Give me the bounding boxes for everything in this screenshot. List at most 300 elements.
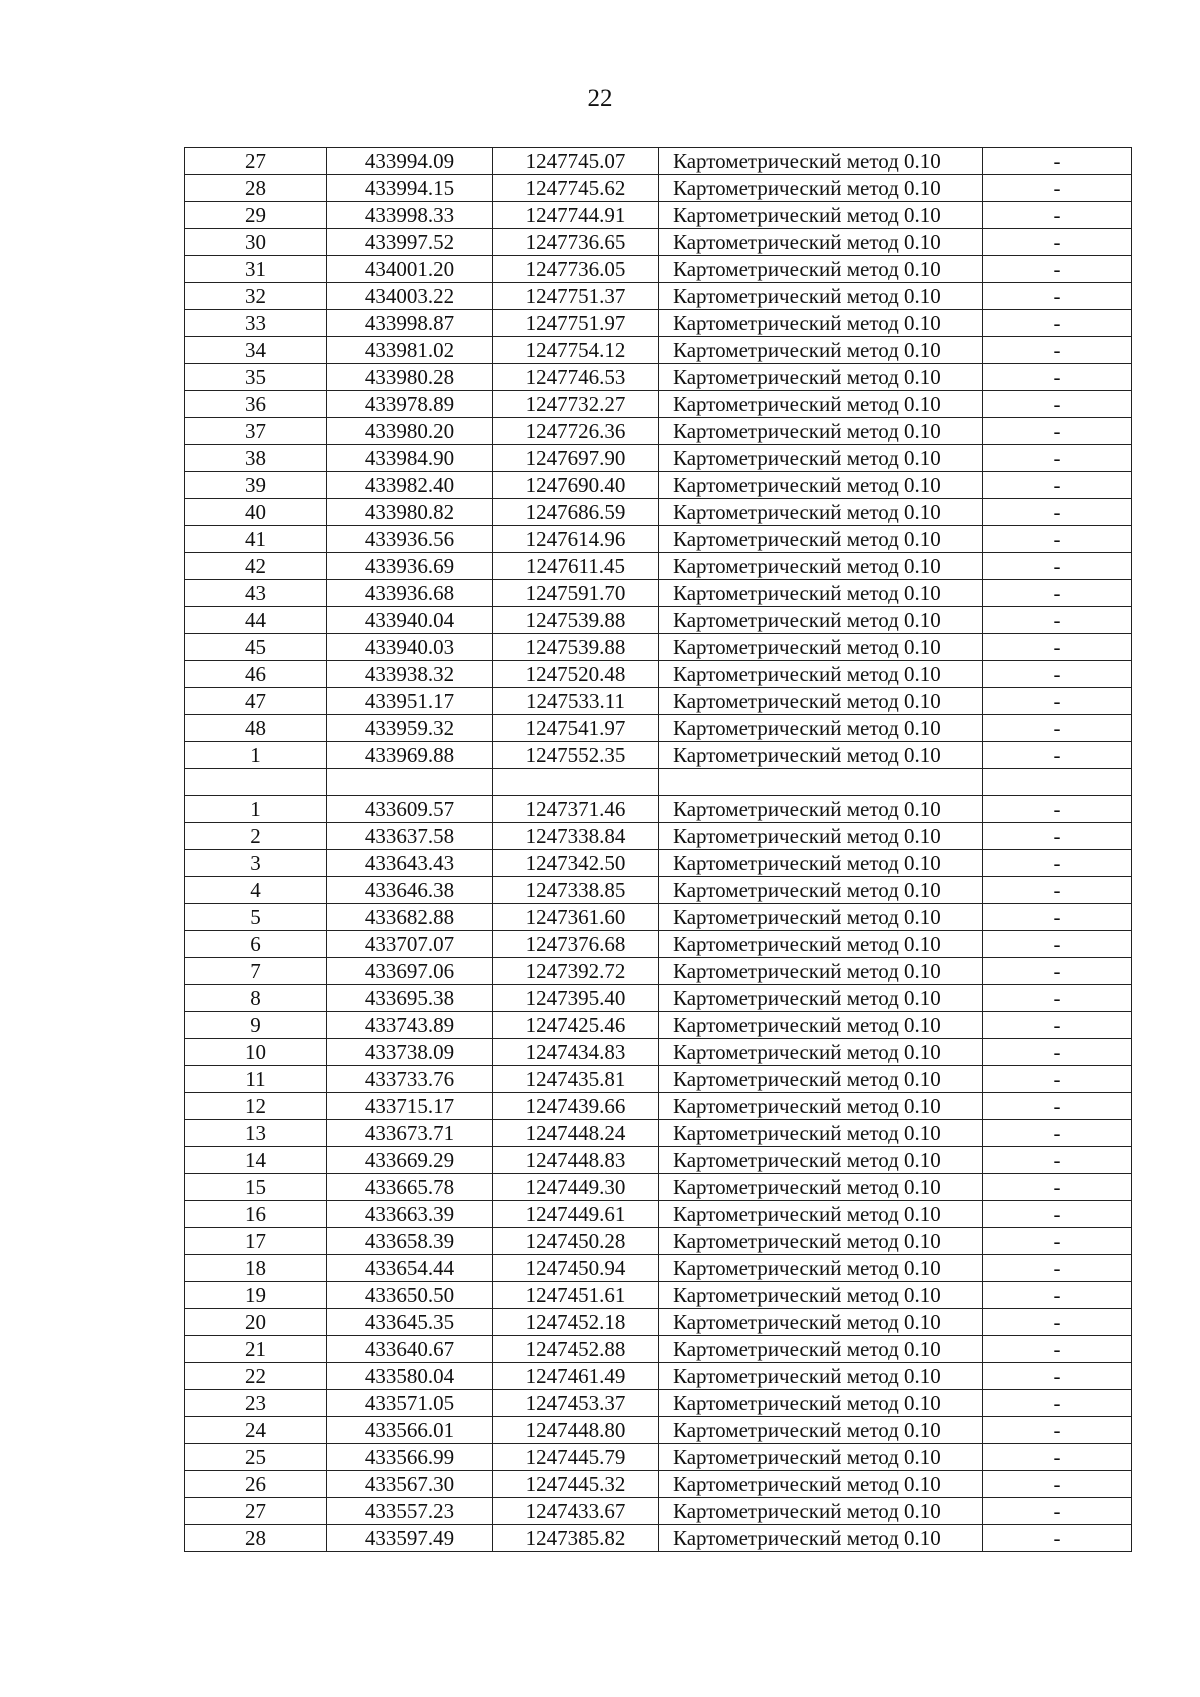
note-cell: - xyxy=(983,1201,1132,1228)
y-coordinate-cell: 1247449.30 xyxy=(493,1174,659,1201)
table-row xyxy=(185,904,1132,931)
point-number-cell: 20 xyxy=(185,1309,327,1336)
page-number: 22 xyxy=(587,85,613,112)
point-number-cell: 5 xyxy=(185,904,327,931)
x-coordinate-cell: 433650.50 xyxy=(327,1282,493,1309)
method-cell: Картометрический метод 0.10 xyxy=(659,1363,983,1390)
method-cell: Картометрический метод 0.10 xyxy=(659,391,983,418)
x-coordinate-cell: 433994.09 xyxy=(327,148,493,175)
point-number-cell: 42 xyxy=(185,553,327,580)
y-coordinate-cell: 1247697.90 xyxy=(493,445,659,472)
y-coordinate-cell: 1247450.94 xyxy=(493,1255,659,1282)
note-cell: - xyxy=(983,877,1132,904)
method-cell: Картометрический метод 0.10 xyxy=(659,1444,983,1471)
x-coordinate-cell: 433682.88 xyxy=(327,904,493,931)
method-cell: Картометрический метод 0.10 xyxy=(659,256,983,283)
table-row xyxy=(185,688,1132,715)
y-coordinate-cell: 1247533.11 xyxy=(493,688,659,715)
note-cell: - xyxy=(983,742,1132,769)
point-number-cell: 22 xyxy=(185,1363,327,1390)
table-row xyxy=(185,580,1132,607)
point-number-cell: 27 xyxy=(185,1498,327,1525)
method-cell: Картометрический метод 0.10 xyxy=(659,661,983,688)
point-number-cell: 33 xyxy=(185,310,327,337)
table-row xyxy=(185,1363,1132,1390)
point-number-cell: 34 xyxy=(185,337,327,364)
y-coordinate-cell: 1247342.50 xyxy=(493,850,659,877)
table-row xyxy=(185,1012,1132,1039)
point-number-cell: 18 xyxy=(185,1255,327,1282)
point-number-cell: 6 xyxy=(185,931,327,958)
method-cell: Картометрический метод 0.10 xyxy=(659,688,983,715)
point-number-cell: 10 xyxy=(185,1039,327,1066)
x-coordinate-cell: 433597.49 xyxy=(327,1525,493,1552)
point-number-cell: 41 xyxy=(185,526,327,553)
point-number-cell: 32 xyxy=(185,283,327,310)
method-cell: Картометрический метод 0.10 xyxy=(659,634,983,661)
table-row xyxy=(185,391,1132,418)
method-cell: Картометрический метод 0.10 xyxy=(659,1255,983,1282)
y-coordinate-cell: 1247434.83 xyxy=(493,1039,659,1066)
point-number-cell: 37 xyxy=(185,418,327,445)
y-coordinate-cell: 1247453.37 xyxy=(493,1390,659,1417)
y-coordinate-cell: 1247452.88 xyxy=(493,1336,659,1363)
x-coordinate-cell: 433936.56 xyxy=(327,526,493,553)
table-row xyxy=(185,1336,1132,1363)
note-cell: - xyxy=(983,715,1132,742)
table-row xyxy=(185,364,1132,391)
x-coordinate-cell: 433980.20 xyxy=(327,418,493,445)
method-cell: Картометрический метод 0.10 xyxy=(659,1390,983,1417)
x-coordinate-cell: 433658.39 xyxy=(327,1228,493,1255)
note-cell: - xyxy=(983,796,1132,823)
table-row xyxy=(185,877,1132,904)
y-coordinate-cell: 1247452.18 xyxy=(493,1309,659,1336)
table-row xyxy=(185,742,1132,769)
x-coordinate-cell: 433643.43 xyxy=(327,850,493,877)
table-row xyxy=(185,1228,1132,1255)
x-coordinate-cell: 433959.32 xyxy=(327,715,493,742)
table-row xyxy=(185,175,1132,202)
y-coordinate-cell: 1247445.79 xyxy=(493,1444,659,1471)
y-coordinate-cell: 1247736.05 xyxy=(493,256,659,283)
method-cell: Картометрический метод 0.10 xyxy=(659,1147,983,1174)
y-coordinate-cell: 1247746.53 xyxy=(493,364,659,391)
x-coordinate-cell: 433695.38 xyxy=(327,985,493,1012)
note-cell: - xyxy=(983,1255,1132,1282)
note-cell: - xyxy=(983,688,1132,715)
table-row xyxy=(185,715,1132,742)
point-number-cell: 17 xyxy=(185,1228,327,1255)
method-cell: Картометрический метод 0.10 xyxy=(659,985,983,1012)
x-coordinate-cell: 433557.23 xyxy=(327,1498,493,1525)
x-coordinate-cell: 433978.89 xyxy=(327,391,493,418)
method-cell: Картометрический метод 0.10 xyxy=(659,1228,983,1255)
point-number-cell: 43 xyxy=(185,580,327,607)
method-cell: Картометрический метод 0.10 xyxy=(659,1174,983,1201)
x-coordinate-cell: 433940.04 xyxy=(327,607,493,634)
table-row xyxy=(185,634,1132,661)
note-cell: - xyxy=(983,391,1132,418)
x-coordinate-cell: 433715.17 xyxy=(327,1093,493,1120)
point-number-cell: 4 xyxy=(185,877,327,904)
point-number-cell: 47 xyxy=(185,688,327,715)
y-coordinate-cell: 1247745.07 xyxy=(493,148,659,175)
y-coordinate-cell: 1247552.35 xyxy=(493,742,659,769)
method-cell: Картометрический метод 0.10 xyxy=(659,1039,983,1066)
x-coordinate-cell: 433936.68 xyxy=(327,580,493,607)
y-coordinate-cell: 1247450.28 xyxy=(493,1228,659,1255)
x-coordinate-cell: 433669.29 xyxy=(327,1147,493,1174)
note-cell: - xyxy=(983,418,1132,445)
note-cell: - xyxy=(983,634,1132,661)
note-cell: - xyxy=(983,580,1132,607)
x-coordinate-cell: 433707.07 xyxy=(327,931,493,958)
table-row xyxy=(185,985,1132,1012)
note-cell: - xyxy=(983,1336,1132,1363)
x-coordinate-cell: 433646.38 xyxy=(327,877,493,904)
table-row xyxy=(185,769,1132,796)
note-cell: - xyxy=(983,256,1132,283)
table-row xyxy=(185,202,1132,229)
x-coordinate-cell: 433566.01 xyxy=(327,1417,493,1444)
note-cell: - xyxy=(983,958,1132,985)
point-number-cell: 9 xyxy=(185,1012,327,1039)
point-number-cell: 44 xyxy=(185,607,327,634)
x-coordinate-cell: 433637.58 xyxy=(327,823,493,850)
table-row xyxy=(185,661,1132,688)
point-number-cell: 8 xyxy=(185,985,327,1012)
table-row xyxy=(185,1255,1132,1282)
method-cell: Картометрический метод 0.10 xyxy=(659,1525,983,1552)
x-coordinate-cell: 433743.89 xyxy=(327,1012,493,1039)
point-number-cell: 16 xyxy=(185,1201,327,1228)
y-coordinate-cell: 1247754.12 xyxy=(493,337,659,364)
note-cell: - xyxy=(983,283,1132,310)
point-number-cell: 39 xyxy=(185,472,327,499)
note-cell: - xyxy=(983,364,1132,391)
table-row xyxy=(185,418,1132,445)
x-coordinate-cell: 433609.57 xyxy=(327,796,493,823)
y-coordinate-cell: 1247751.37 xyxy=(493,283,659,310)
table-row xyxy=(185,1120,1132,1147)
y-coordinate-cell: 1247744.91 xyxy=(493,202,659,229)
method-cell: Картометрический метод 0.10 xyxy=(659,1282,983,1309)
method-cell: Картометрический метод 0.10 xyxy=(659,580,983,607)
x-coordinate-cell: 433969.88 xyxy=(327,742,493,769)
note-cell: - xyxy=(983,175,1132,202)
method-cell: Картометрический метод 0.10 xyxy=(659,499,983,526)
point-number-cell: 21 xyxy=(185,1336,327,1363)
method-cell: Картометрический метод 0.10 xyxy=(659,1120,983,1147)
y-coordinate-cell: 1247435.81 xyxy=(493,1066,659,1093)
note-cell: - xyxy=(983,229,1132,256)
method-cell: Картометрический метод 0.10 xyxy=(659,1012,983,1039)
table-row xyxy=(185,526,1132,553)
x-coordinate-cell: 433994.15 xyxy=(327,175,493,202)
note-cell xyxy=(983,769,1132,796)
y-coordinate-cell: 1247338.84 xyxy=(493,823,659,850)
method-cell: Картометрический метод 0.10 xyxy=(659,742,983,769)
note-cell: - xyxy=(983,202,1132,229)
x-coordinate-cell: 433984.90 xyxy=(327,445,493,472)
point-number-cell: 3 xyxy=(185,850,327,877)
method-cell: Картометрический метод 0.10 xyxy=(659,364,983,391)
x-coordinate-cell: 433571.05 xyxy=(327,1390,493,1417)
point-number-cell: 45 xyxy=(185,634,327,661)
table-row xyxy=(185,607,1132,634)
y-coordinate-cell: 1247726.36 xyxy=(493,418,659,445)
point-number-cell: 23 xyxy=(185,1390,327,1417)
y-coordinate-cell: 1247392.72 xyxy=(493,958,659,985)
table-row xyxy=(185,1444,1132,1471)
point-number-cell: 19 xyxy=(185,1282,327,1309)
point-number-cell: 13 xyxy=(185,1120,327,1147)
point-number-cell: 31 xyxy=(185,256,327,283)
table-row xyxy=(185,283,1132,310)
note-cell: - xyxy=(983,1282,1132,1309)
x-coordinate-cell: 434001.20 xyxy=(327,256,493,283)
note-cell: - xyxy=(983,1525,1132,1552)
note-cell: - xyxy=(983,850,1132,877)
coordinates-table-body xyxy=(185,148,1132,1552)
method-cell: Картометрический метод 0.10 xyxy=(659,958,983,985)
y-coordinate-cell: 1247541.97 xyxy=(493,715,659,742)
x-coordinate-cell: 433998.33 xyxy=(327,202,493,229)
point-number-cell: 7 xyxy=(185,958,327,985)
table-row xyxy=(185,931,1132,958)
x-coordinate-cell: 433697.06 xyxy=(327,958,493,985)
y-coordinate-cell: 1247686.59 xyxy=(493,499,659,526)
method-cell: Картометрический метод 0.10 xyxy=(659,175,983,202)
note-cell: - xyxy=(983,931,1132,958)
table-row xyxy=(185,1201,1132,1228)
note-cell: - xyxy=(983,823,1132,850)
table-row xyxy=(185,1390,1132,1417)
note-cell: - xyxy=(983,1228,1132,1255)
y-coordinate-cell: 1247690.40 xyxy=(493,472,659,499)
table-row xyxy=(185,472,1132,499)
y-coordinate-cell: 1247591.70 xyxy=(493,580,659,607)
table-row xyxy=(185,337,1132,364)
x-coordinate-cell: 433940.03 xyxy=(327,634,493,661)
y-coordinate-cell: 1247614.96 xyxy=(493,526,659,553)
table-row xyxy=(185,1066,1132,1093)
method-cell: Картометрический метод 0.10 xyxy=(659,1417,983,1444)
note-cell: - xyxy=(983,1498,1132,1525)
note-cell: - xyxy=(983,607,1132,634)
table-row xyxy=(185,1417,1132,1444)
method-cell: Картометрический метод 0.10 xyxy=(659,283,983,310)
x-coordinate-cell: 434003.22 xyxy=(327,283,493,310)
note-cell: - xyxy=(983,472,1132,499)
method-cell: Картометрический метод 0.10 xyxy=(659,310,983,337)
note-cell: - xyxy=(983,1120,1132,1147)
point-number-cell: 1 xyxy=(185,742,327,769)
note-cell: - xyxy=(983,1471,1132,1498)
y-coordinate-cell: 1247732.27 xyxy=(493,391,659,418)
method-cell: Картометрический метод 0.10 xyxy=(659,715,983,742)
y-coordinate-cell: 1247385.82 xyxy=(493,1525,659,1552)
y-coordinate-cell: 1247520.48 xyxy=(493,661,659,688)
point-number-cell: 46 xyxy=(185,661,327,688)
point-number-cell: 12 xyxy=(185,1093,327,1120)
y-coordinate-cell: 1247448.80 xyxy=(493,1417,659,1444)
method-cell: Картометрический метод 0.10 xyxy=(659,607,983,634)
method-cell: Картометрический метод 0.10 xyxy=(659,1093,983,1120)
point-number-cell xyxy=(185,769,327,796)
note-cell: - xyxy=(983,499,1132,526)
method-cell: Картометрический метод 0.10 xyxy=(659,1471,983,1498)
method-cell: Картометрический метод 0.10 xyxy=(659,796,983,823)
x-coordinate-cell: 433998.87 xyxy=(327,310,493,337)
point-number-cell: 28 xyxy=(185,175,327,202)
table-row xyxy=(185,1525,1132,1552)
x-coordinate-cell: 433981.02 xyxy=(327,337,493,364)
table-row xyxy=(185,1093,1132,1120)
method-cell: Картометрический метод 0.10 xyxy=(659,337,983,364)
point-number-cell: 28 xyxy=(185,1525,327,1552)
y-coordinate-cell: 1247448.83 xyxy=(493,1147,659,1174)
table-row xyxy=(185,553,1132,580)
note-cell: - xyxy=(983,1147,1132,1174)
y-coordinate-cell: 1247461.49 xyxy=(493,1363,659,1390)
table-row xyxy=(185,499,1132,526)
note-cell: - xyxy=(983,1039,1132,1066)
x-coordinate-cell: 433665.78 xyxy=(327,1174,493,1201)
method-cell: Картометрический метод 0.10 xyxy=(659,1066,983,1093)
table-row xyxy=(185,256,1132,283)
table-row xyxy=(185,1147,1132,1174)
note-cell: - xyxy=(983,1417,1132,1444)
y-coordinate-cell: 1247745.62 xyxy=(493,175,659,202)
point-number-cell: 27 xyxy=(185,148,327,175)
point-number-cell: 40 xyxy=(185,499,327,526)
method-cell: Картометрический метод 0.10 xyxy=(659,931,983,958)
table-row xyxy=(185,148,1132,175)
table-row xyxy=(185,1471,1132,1498)
method-cell: Картометрический метод 0.10 xyxy=(659,202,983,229)
method-cell: Картометрический метод 0.10 xyxy=(659,1201,983,1228)
method-cell: Картометрический метод 0.10 xyxy=(659,1498,983,1525)
table-row xyxy=(185,229,1132,256)
x-coordinate-cell: 433654.44 xyxy=(327,1255,493,1282)
table-row xyxy=(185,310,1132,337)
y-coordinate-cell: 1247451.61 xyxy=(493,1282,659,1309)
y-coordinate-cell xyxy=(493,769,659,796)
method-cell: Картометрический метод 0.10 xyxy=(659,445,983,472)
note-cell: - xyxy=(983,1012,1132,1039)
method-cell: Картометрический метод 0.10 xyxy=(659,877,983,904)
method-cell xyxy=(659,769,983,796)
table-row xyxy=(185,1309,1132,1336)
y-coordinate-cell: 1247439.66 xyxy=(493,1093,659,1120)
x-coordinate-cell: 433663.39 xyxy=(327,1201,493,1228)
x-coordinate-cell xyxy=(327,769,493,796)
note-cell: - xyxy=(983,1174,1132,1201)
y-coordinate-cell: 1247361.60 xyxy=(493,904,659,931)
note-cell: - xyxy=(983,904,1132,931)
point-number-cell: 48 xyxy=(185,715,327,742)
table-row xyxy=(185,850,1132,877)
y-coordinate-cell: 1247736.65 xyxy=(493,229,659,256)
point-number-cell: 11 xyxy=(185,1066,327,1093)
method-cell: Картометрический метод 0.10 xyxy=(659,823,983,850)
point-number-cell: 24 xyxy=(185,1417,327,1444)
method-cell: Картометрический метод 0.10 xyxy=(659,526,983,553)
method-cell: Картометрический метод 0.10 xyxy=(659,553,983,580)
y-coordinate-cell: 1247448.24 xyxy=(493,1120,659,1147)
x-coordinate-cell: 433980.82 xyxy=(327,499,493,526)
method-cell: Картометрический метод 0.10 xyxy=(659,1336,983,1363)
x-coordinate-cell: 433733.76 xyxy=(327,1066,493,1093)
x-coordinate-cell: 433936.69 xyxy=(327,553,493,580)
table-row xyxy=(185,796,1132,823)
note-cell: - xyxy=(983,1066,1132,1093)
note-cell: - xyxy=(983,310,1132,337)
y-coordinate-cell: 1247445.32 xyxy=(493,1471,659,1498)
note-cell: - xyxy=(983,661,1132,688)
table-row xyxy=(185,1282,1132,1309)
point-number-cell: 36 xyxy=(185,391,327,418)
x-coordinate-cell: 433980.28 xyxy=(327,364,493,391)
y-coordinate-cell: 1247611.45 xyxy=(493,553,659,580)
point-number-cell: 15 xyxy=(185,1174,327,1201)
note-cell: - xyxy=(983,1390,1132,1417)
point-number-cell: 30 xyxy=(185,229,327,256)
y-coordinate-cell: 1247433.67 xyxy=(493,1498,659,1525)
note-cell: - xyxy=(983,553,1132,580)
y-coordinate-cell: 1247376.68 xyxy=(493,931,659,958)
table-row xyxy=(185,958,1132,985)
method-cell: Картометрический метод 0.10 xyxy=(659,904,983,931)
x-coordinate-cell: 433645.35 xyxy=(327,1309,493,1336)
y-coordinate-cell: 1247539.88 xyxy=(493,607,659,634)
x-coordinate-cell: 433673.71 xyxy=(327,1120,493,1147)
table-row xyxy=(185,1498,1132,1525)
y-coordinate-cell: 1247338.85 xyxy=(493,877,659,904)
y-coordinate-cell: 1247751.97 xyxy=(493,310,659,337)
y-coordinate-cell: 1247371.46 xyxy=(493,796,659,823)
method-cell: Картометрический метод 0.10 xyxy=(659,148,983,175)
point-number-cell: 2 xyxy=(185,823,327,850)
y-coordinate-cell: 1247449.61 xyxy=(493,1201,659,1228)
method-cell: Картометрический метод 0.10 xyxy=(659,1309,983,1336)
table-row xyxy=(185,1039,1132,1066)
x-coordinate-cell: 433997.52 xyxy=(327,229,493,256)
table-row xyxy=(185,1174,1132,1201)
x-coordinate-cell: 433738.09 xyxy=(327,1039,493,1066)
note-cell: - xyxy=(983,1444,1132,1471)
coordinates-table xyxy=(184,147,1132,1552)
note-cell: - xyxy=(983,1363,1132,1390)
method-cell: Картометрический метод 0.10 xyxy=(659,418,983,445)
point-number-cell: 35 xyxy=(185,364,327,391)
note-cell: - xyxy=(983,985,1132,1012)
note-cell: - xyxy=(983,445,1132,472)
y-coordinate-cell: 1247425.46 xyxy=(493,1012,659,1039)
x-coordinate-cell: 433566.99 xyxy=(327,1444,493,1471)
point-number-cell: 1 xyxy=(185,796,327,823)
x-coordinate-cell: 433982.40 xyxy=(327,472,493,499)
method-cell: Картометрический метод 0.10 xyxy=(659,850,983,877)
method-cell: Картометрический метод 0.10 xyxy=(659,472,983,499)
point-number-cell: 25 xyxy=(185,1444,327,1471)
table-row xyxy=(185,445,1132,472)
point-number-cell: 29 xyxy=(185,202,327,229)
note-cell: - xyxy=(983,1093,1132,1120)
note-cell: - xyxy=(983,337,1132,364)
